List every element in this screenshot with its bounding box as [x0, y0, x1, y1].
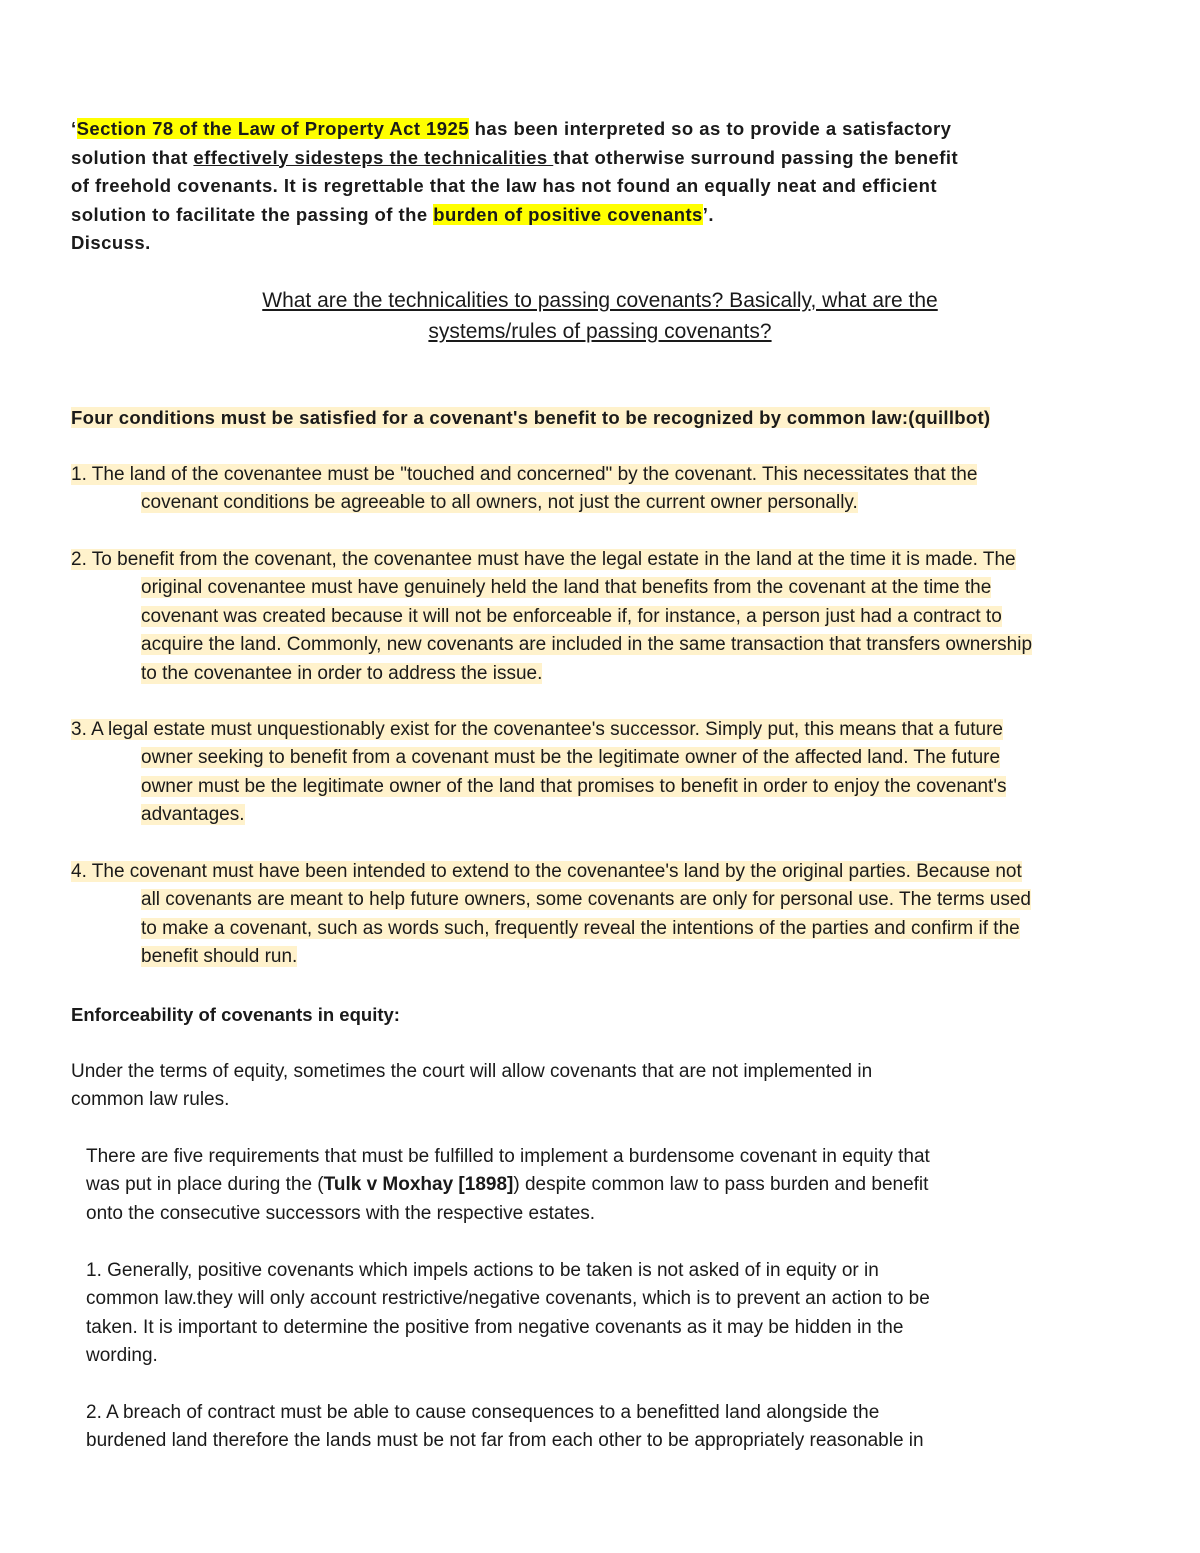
- conditions-title: [71, 404, 990, 433]
- point-1-line-2: common law.they will only account restrictive/negative covenants, which is to prevent an action to be: [86, 1288, 930, 1310]
- point-1-line-1: 1. Generally, positive covenants which impels actions to be taken is not asked of in equity or in: [86, 1260, 879, 1281]
- equity-point: [86, 1399, 924, 1456]
- condition-1-line-1: 1. The land of the covenantee must be "touched and concerned" by the covenant. This necessitates that the: [71, 464, 978, 485]
- discuss-label: Discuss.: [71, 232, 151, 253]
- condition-2-line-1: 2. To benefit from the covenant, the covenantee must have the legal estate in the land at the time it is made. The: [71, 549, 1016, 570]
- equity-intro: [71, 1058, 872, 1115]
- condition-4-line-4: benefit should run.: [141, 946, 298, 968]
- equity-intro-line-1: Under the terms of equity, sometimes the court will allow covenants that are not implemented in: [71, 1061, 873, 1082]
- question-text-b-post: that otherwise surround passing the benefit: [553, 146, 959, 168]
- act-reference: Section 78 of the Law of Property Act 1925: [76, 118, 470, 139]
- condition-4-line-2: all covenants are meant to help future owners, some covenants are only for personal use. The terms used: [141, 889, 1031, 911]
- question-line-3: of freehold covenants. It is regrettable that the law has not found an equally neat and efficient: [71, 175, 937, 196]
- condition-2-line-4: acquire the land. Commonly, new covenants are included in the same transaction that transfers ownership: [141, 634, 1033, 656]
- question-line-4: [71, 201, 1071, 230]
- heading-line-1: What are the technicalities to passing covenants? Basically, what are the: [262, 289, 938, 312]
- essay-question: [71, 115, 1071, 258]
- condition-item: [71, 858, 1031, 972]
- condition-3-line-1: 3. A legal estate must unquestionably exist for the covenantee's successor. Simply put, this means that a future: [71, 719, 1003, 740]
- burden-phrase: burden of positive covenants: [433, 203, 703, 225]
- requirements-line-2: [86, 1171, 930, 1199]
- condition-1-line-2: covenant conditions be agreeable to all owners, not just the current owner personally.: [141, 492, 858, 514]
- point-2-line-2: burdened land therefore the lands must be not far from each other to be appropriately reasonable in: [86, 1430, 924, 1452]
- condition-item: [71, 716, 1006, 830]
- question-text-d-post: ’.: [702, 203, 714, 225]
- equity-intro-line-2: common law rules.: [71, 1089, 230, 1111]
- condition-2-line-5: to the covenantee in order to address the issue.: [141, 662, 543, 684]
- condition-3-line-4: advantages.: [141, 804, 245, 826]
- heading-line-2: systems/rules of passing covenants?: [428, 320, 772, 343]
- condition-item: [71, 546, 1032, 688]
- question-line-2: [71, 144, 1071, 173]
- equity-point: [86, 1257, 930, 1371]
- condition-4-line-3: to make a covenant, such as words such, frequently reveal the intentions of the parties and confirm if the: [141, 917, 1020, 939]
- equity-title: Enforceability of covenants in equity:: [71, 1004, 400, 1025]
- condition-4-line-1: 4. The covenant must have been intended to extend to the covenantee's land by the original parties. Because not: [71, 861, 1022, 882]
- underlined-phrase: effectively sidesteps the technicalities: [193, 146, 554, 168]
- point-1-line-4: wording.: [86, 1345, 158, 1367]
- requirements-line-3: onto the consecutive successors with the respective estates.: [86, 1202, 596, 1224]
- question-line-1: [71, 115, 1071, 144]
- condition-2-line-2: original covenantee must have genuinely held the land that benefits from the covenant at the time the: [141, 577, 992, 599]
- requirements-line-2-pre: was put in place during the (: [86, 1174, 324, 1196]
- point-1-line-3: taken. It is important to determine the positive from negative covenants as it may be hidden in the: [86, 1316, 904, 1338]
- question-text-d-pre: solution to facilitate the passing of the: [71, 203, 434, 225]
- condition-item: [71, 461, 977, 518]
- point-2-line-1: 2. A breach of contract must be able to cause consequences to a benefitted land alongside the: [86, 1402, 880, 1423]
- condition-2-line-3: covenant was created because it will not be enforceable if, for instance, a person just had a contract to: [141, 605, 1002, 627]
- requirements-line-2-post: ) despite common law to pass burden and benefit: [513, 1174, 929, 1196]
- conditions-title-text: Four conditions must be satisfied for a covenant's benefit to be recognized by common law:(quillbot): [71, 407, 991, 428]
- condition-3-line-3: owner must be the legitimate owner of the land that promises to benefit in order to enjoy the covenant's: [141, 775, 1007, 797]
- open-quote: ‘: [71, 118, 77, 139]
- condition-3-line-2: owner seeking to benefit from a covenant must be the legitimate owner of the affected land. The future: [141, 747, 1001, 769]
- requirements-paragraph: [86, 1143, 930, 1228]
- question-text-a: has been interpreted so as to provide a satisfactory: [469, 118, 952, 139]
- question-text-b-pre: solution that: [71, 146, 194, 168]
- case-name: Tulk v Moxhay [1898]: [323, 1174, 514, 1196]
- section-heading: [130, 285, 1070, 347]
- requirements-line-1: There are five requirements that must be fulfilled to implement a burdensome covenant in equity that: [86, 1146, 930, 1167]
